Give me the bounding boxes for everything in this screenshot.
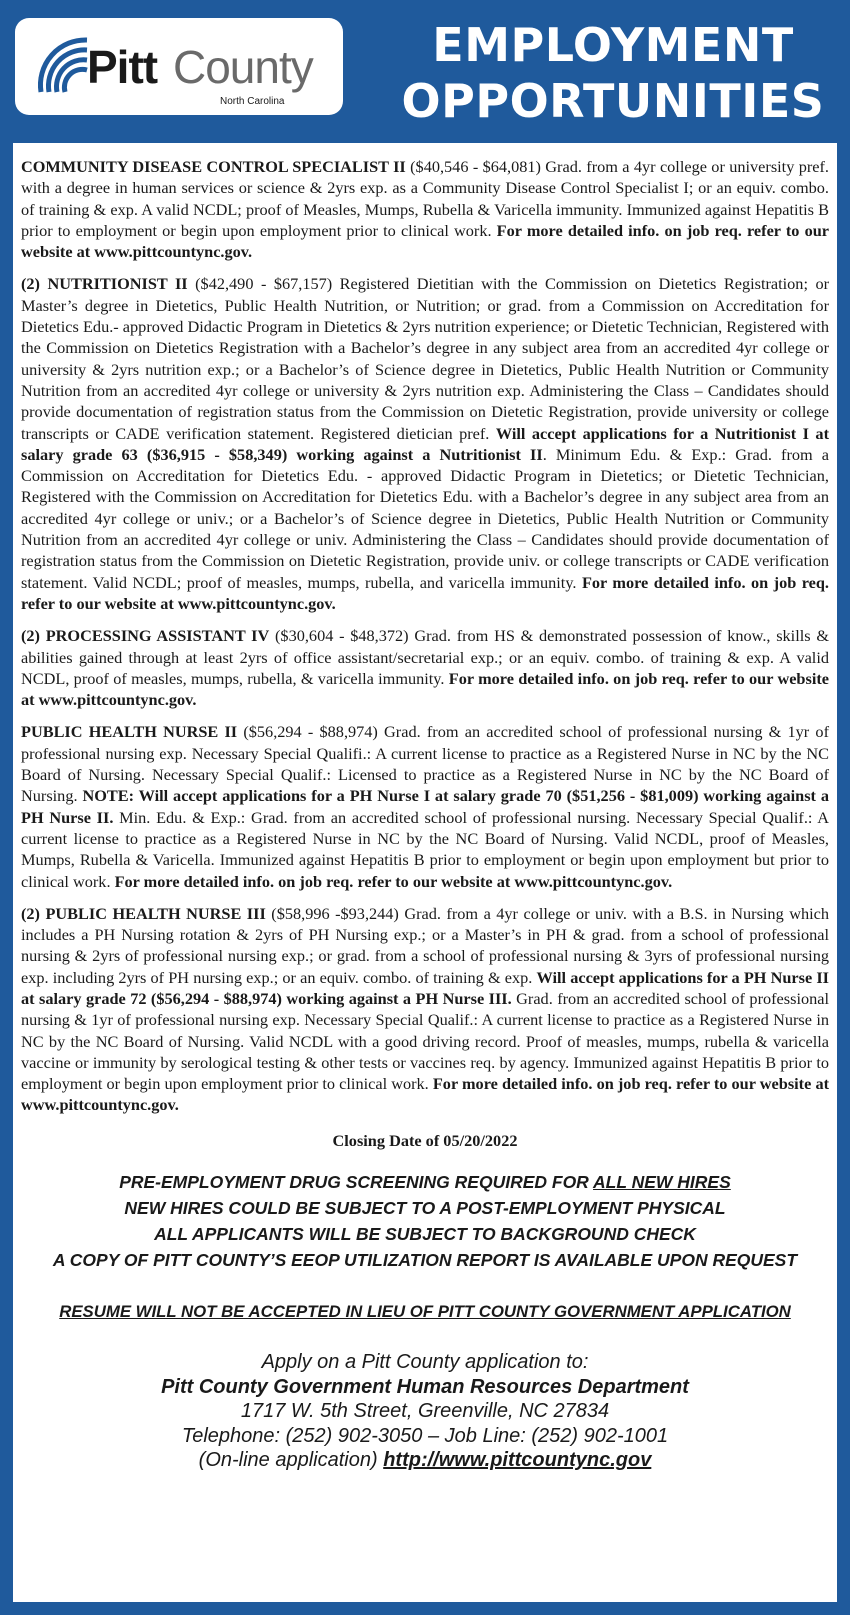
job-text: ($42,490 - $67,157) Registered Dietitian with the Commission on Dietetics Registration; or Master’s degree in Dietetics, Public Health Nutrition, or Nutrition; or grad. from a Commission on Accreditation for Dietetics Edu.- approved Didactic Program in Dietetics & 2yrs nutrition experience; or Dietetic Technician, Registered with the Commission on Dietetics Registration with a Bachelor’s degree in any subject area from an accredited 4yr college or university & 2yrs nutrition exp.; or a Bachelor’s of Science degree in Dietetics, Public Health Nutrition or Community Nutrition from an accredited 4yr college or university & 2yrs nutrition exp. Administering the Class – Candidates should provide documentation of registration status from the Commission on Dietetic Registration, provide university or college transcripts or CADE verification statement. Registered dietician pref. bbox=[21, 274, 830, 443]
job-text-bold: For more detailed info. on job req. refer to our website at www.pittcountync.gov. bbox=[21, 668, 829, 710]
job-text: Min. Edu. & Exp.: Grad. from an accredited school of professional nursing. Necessary Special Qualif.: A current license to practice as a Registered Nurse in NC by the NC Board of Nursing. Valid NCDL, proof of Measles, Mumps, Rubella & Varicella. Immunized against Hepatitis B prior to employment or begin upon employment but prior to clinical work. bbox=[21, 807, 830, 891]
title-line-2: OPPORTUNITIES bbox=[401, 74, 825, 128]
job-listing bbox=[21, 625, 829, 710]
apply-online bbox=[21, 1448, 829, 1473]
job-text: ($56,294 - $88,974) Grad. from an accredited school of professional nursing & 1yr of professional nursing exp. Necessary Special Qualifi.: A current license to practice as a Registered Nurse in NC by the NC Board of Nursing. Necessary Special Qualif.: Licensed to practice as a Registered Nurse in NC by the NC Board of Nursing. bbox=[21, 722, 829, 806]
apply-online-label: (On-line application) bbox=[198, 1449, 384, 1472]
notice-all-new-hires: ALL NEW HIRES bbox=[593, 1172, 731, 1193]
notice-drug-screening-text: PRE-EMPLOYMENT DRUG SCREENING REQUIRED FOR bbox=[119, 1172, 594, 1193]
job-text-bold: For more detailed info. on job req. refer to our website at www.pittcountync.gov. bbox=[21, 572, 829, 613]
ad-body bbox=[21, 156, 829, 1473]
header-banner bbox=[13, 13, 837, 143]
closing-date: Closing Date of 05/20/2022 bbox=[332, 1130, 518, 1150]
job-text-bold: COMMUNITY DISEASE CONTROL SPECIALIST II bbox=[21, 157, 406, 176]
job-text-bold: For more detailed info. on job req. refer to our website at www.pittcountync.gov. bbox=[21, 220, 829, 262]
resume-notice: RESUME WILL NOT BE ACCEPTED IN LIEU OF PITT COUNTY GOVERNMENT APPLICATION bbox=[59, 1302, 791, 1322]
job-text-bold: PUBLIC HEALTH NURSE II bbox=[21, 722, 238, 742]
website-link[interactable]: http://www.pittcountync.gov bbox=[383, 1449, 652, 1472]
apply-intro: Apply on a Pitt County application to: bbox=[261, 1351, 589, 1374]
job-text: ($40,546 - $64,081) Grad. from a 4yr college or university pref. with a degree in human services or science & 2yrs exp. as a Community Disease Control Specialist I; or an equiv. combo. of training & exp. A valid NCDL; proof of Measles, Mumps, Rubella & Varicella immunity. Immunized against Hepatitis B prior to employment or begin upon employment prior to clinical work. bbox=[21, 157, 829, 240]
job-text-bold: For more detailed info. on job req. refer to our website at www.pittcountync.gov. bbox=[21, 1074, 830, 1115]
logo-state: North Carolina bbox=[220, 96, 285, 107]
job-listing bbox=[21, 156, 829, 262]
apply-phones: Telephone: (252) 902-3050 – Job Line: (252) 902-1001 bbox=[181, 1424, 669, 1447]
notice-drug-screening bbox=[21, 1169, 829, 1195]
title-line-1: EMPLOYMENT bbox=[432, 18, 794, 72]
job-text-bold: Will accept applications for a Nutritionist I at salary grade 63 ($36,915 - $58,349) working against a Nutritionist II bbox=[21, 423, 829, 464]
notice-background-check: ALL APPLICANTS WILL BE SUBJECT TO BACKGROUND CHECK bbox=[154, 1224, 696, 1245]
job-listing bbox=[21, 903, 829, 1116]
job-text: ($30,604 - $48,372) Grad. from HS & demonstrated possession of know., skills & abilities gained through at least 2yrs of office assistant/secretarial exp.; or an equiv. combo. of training & exp. A valid NCDL, proof of measles, mumps, rubella, & varicella immunity. bbox=[21, 626, 830, 688]
job-text: . Minimum Edu. & Exp.: Grad. from a Commission on Accreditation for Dietetics Edu. - approved Didactic Program in Dietetics; or Dietetic Technician, Registered with the Commission on Accreditation for Dietetics Edu. with a Bachelor’s degree in any subject area from an accredited 4yr college or univ.; or a Bachelor’s of Science degree in Dietetics, Public Health Nutrition or Community Nutrition from an accredited 4yr college or univ. Administering the Class – Candidates should provide documentation of registration status from the Commission on Dietetic Registration, provide univ. or college transcripts or CADE verification statement. Valid NCDL; proof of measles, mumps, rubella, and varicella immunity. bbox=[21, 444, 830, 592]
apply-info bbox=[21, 1350, 829, 1473]
job-listing bbox=[21, 273, 829, 614]
job-text-bold: (2) NUTRITIONIST II bbox=[21, 274, 188, 294]
apply-address: 1717 W. 5th Street, Greenville, NC 27834 bbox=[240, 1400, 610, 1423]
logo-name-light: County bbox=[173, 41, 313, 93]
job-text-bold: For more detailed info. on job req. refer to our website at www.pittcountync.gov. bbox=[114, 871, 673, 891]
job-text-bold: (2) PROCESSING ASSISTANT IV bbox=[21, 626, 270, 646]
job-text: ($58,996 -$93,244) Grad. from a 4yr college or univ. with a B.S. in Nursing which includes a PH Nursing rotation & 2yrs of PH Nursing exp.; or a Master’s in PH & grad. from a school of professional nursing & 2yrs of professional nursing exp.; or grad. from a school of professional nursing & 3yrs of professional nursing exp. including 2yrs of PH nursing exp.; or an equiv. combo. of training & exp. bbox=[21, 903, 829, 987]
notices bbox=[21, 1169, 829, 1273]
job-text-bold: Will accept applications for a PH Nurse II at salary grade 72 ($56,294 - $88,974) working against a PH Nurse III. bbox=[21, 967, 829, 1008]
job-text: Grad. from an accredited school of professional nursing & 1yr of professional nursing exp. Necessary Special Qualif.: A current license to practice as a Registered Nurse in NC by the NC Board of Nursing. Valid NCDL with a good driving record. Proof of measles, mumps, rubella & varicella vaccine or immunity by serological testing & other tests or vaccines req. by agency. Immunized against Hepatitis B prior to employment or begin upon employment prior to clinical work. bbox=[21, 988, 829, 1094]
notice-eeop-report: A COPY OF PITT COUNTY’S EEOP UTILIZATION REPORT IS AVAILABLE UPON REQUEST bbox=[52, 1250, 798, 1271]
notice-physical: NEW HIRES COULD BE SUBJECT TO A POST-EMPLOYMENT PHYSICAL bbox=[124, 1198, 726, 1219]
pitt-county-logo bbox=[15, 18, 343, 115]
apply-department: Pitt County Government Human Resources Department bbox=[161, 1375, 689, 1398]
job-listing bbox=[21, 721, 829, 891]
job-text-bold: NOTE: Will accept applications for a PH Nurse I at salary grade 70 ($51,256 - $81,009) working against a PH Nurse II. bbox=[21, 786, 829, 827]
job-text-bold: (2) PUBLIC HEALTH NURSE III bbox=[21, 903, 266, 923]
page-title bbox=[398, 17, 828, 129]
job-listings bbox=[21, 156, 829, 1116]
logo-name-bold: Pitt bbox=[87, 41, 158, 93]
